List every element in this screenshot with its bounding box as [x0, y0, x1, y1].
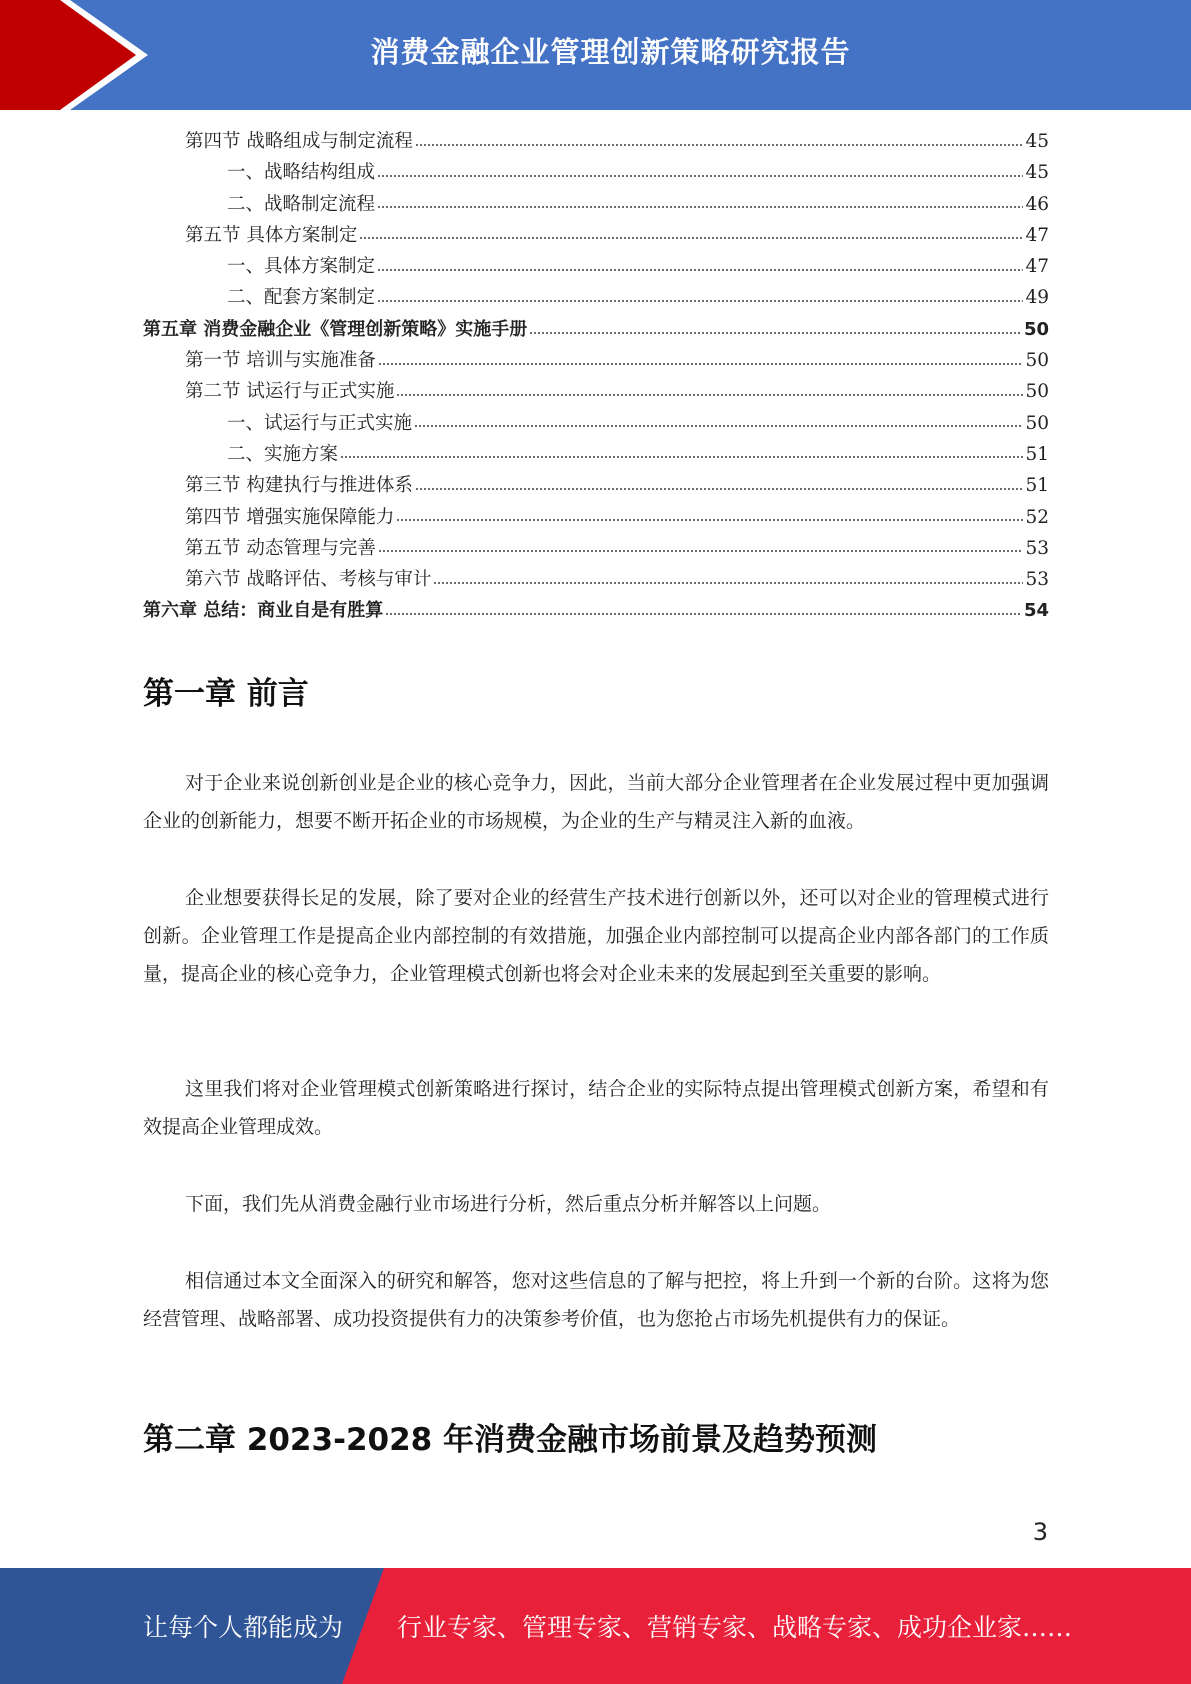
toc-entry[interactable]: [143, 439, 1049, 470]
toc-entry-label: 二、实施方案: [227, 443, 339, 465]
toc-leader-dots: [415, 473, 1024, 492]
toc-entry-label: 第四节 增强实施保障能力: [185, 506, 395, 528]
toc-leader-dots: [529, 317, 1022, 335]
footer-slogan-left: 让每个人都能成为: [143, 1613, 344, 1642]
toc-leader-dots: [378, 348, 1024, 367]
toc-entry[interactable]: [143, 470, 1049, 501]
chapter-1-heading: 第一章 前言: [143, 676, 309, 712]
toc-leader-dots: [359, 222, 1023, 241]
toc-entry[interactable]: [143, 408, 1049, 439]
toc-entry[interactable]: [143, 533, 1049, 564]
toc-entry-page: 47: [1025, 224, 1049, 246]
page-number: 3: [1032, 1518, 1048, 1546]
toc-leader-dots: [377, 160, 1023, 179]
toc-entry-page: 45: [1025, 131, 1049, 152]
toc-entry-label: 二、配套方案制定: [227, 287, 376, 309]
toc-leader-dots: [415, 129, 1024, 148]
toc-entry-label: 第五节 动态管理与完善: [185, 537, 376, 559]
toc-entry-label: 第六节 战略评估、考核与审计: [185, 569, 432, 591]
toc-entry[interactable]: [143, 220, 1049, 251]
toc-entry-label: 一、具体方案制定: [227, 256, 376, 278]
chapter-1-paragraph-5: 相信通过本文全面深入的研究和解答，您对这些信息的了解与把控，将上升到一个新的台阶。这将为您经营管理、战略部署、成功投资提供有力的决策参考价值，也为您抢占市场先机提供有力的保证。: [143, 1270, 1049, 1330]
table-of-contents: [143, 126, 1049, 627]
chapter-1-paragraph-4: 下面，我们先从消费金融行业市场进行分析，然后重点分析并解答以上问题。: [185, 1193, 832, 1215]
toc-entry-page: 50: [1023, 318, 1049, 340]
toc-entry-label: 一、战略结构组成: [227, 162, 376, 184]
page-header: [0, 0, 1191, 110]
chapter-2-heading: 第二章 2023-2028 年消费金融市场前景及趋势预测: [143, 1422, 878, 1458]
header-title: 消费金融企业管理创新策略研究报告: [370, 34, 851, 69]
toc-entry-page: 46: [1025, 193, 1049, 215]
toc-leader-dots: [396, 504, 1023, 523]
toc-entry-label: 第三节 构建执行与推进体系: [185, 475, 413, 497]
toc-entry-page: 51: [1025, 443, 1049, 465]
toc-leader-dots: [377, 254, 1023, 273]
toc-entry[interactable]: [143, 189, 1049, 220]
toc-entry[interactable]: [143, 314, 1049, 345]
toc-leader-dots: [396, 379, 1023, 398]
toc-entry[interactable]: [143, 282, 1049, 313]
chapter-1-paragraph-2: 企业想要获得长足的发展，除了要对企业的经营生产技术进行创新以外，还可以对企业的管理模式进行创新。企业管理工作是提高企业内部控制的有效措施，加强企业内部控制可以提高企业内部各部门的工作质量，提高企业的核心竞争力，企业管理模式创新也将会对企业未来的发展起到至关重要的影响。: [143, 887, 1049, 985]
toc-entry-page: 51: [1025, 475, 1049, 497]
toc-leader-dots: [433, 567, 1023, 586]
chapter-1-paragraph-3: 这里我们将对企业管理模式创新策略进行探讨，结合企业的实际特点提出管理模式创新方案，希望和有效提高企业管理成效。: [143, 1078, 1049, 1138]
toc-entry-label: 第六章 总结：商业自是有胜算: [143, 600, 384, 622]
toc-entry[interactable]: [143, 126, 1049, 157]
toc-leader-dots: [385, 598, 1022, 616]
toc-leader-dots: [340, 441, 1023, 460]
toc-entry-page: 45: [1025, 162, 1049, 184]
toc-entry-page: 52: [1025, 506, 1049, 528]
toc-entry[interactable]: [143, 345, 1049, 376]
toc-entry-label: 第五章 消费金融企业《管理创新策略》实施手册: [143, 318, 528, 340]
toc-leader-dots: [377, 191, 1023, 210]
toc-entry-page: 53: [1025, 569, 1049, 591]
toc-entry-label: 第二节 试运行与正式实施: [185, 381, 395, 403]
toc-entry-page: 47: [1025, 256, 1049, 278]
toc-entry[interactable]: [143, 251, 1049, 282]
toc-entry[interactable]: [143, 564, 1049, 595]
footer-slogan-right: 行业专家、管理专家、营销专家、战略专家、成功企业家……: [397, 1613, 1073, 1642]
toc-entry-label: 二、战略制定流程: [227, 193, 376, 215]
toc-entry-page: 49: [1025, 287, 1049, 309]
toc-entry[interactable]: [143, 157, 1049, 188]
toc-leader-dots: [377, 285, 1023, 304]
toc-entry[interactable]: [143, 502, 1049, 533]
toc-entry-label: 一、试运行与正式实施: [227, 412, 413, 434]
toc-entry-label: 第一节 培训与实施准备: [185, 350, 376, 372]
toc-leader-dots: [414, 410, 1023, 429]
toc-entry-page: 54: [1023, 600, 1049, 622]
toc-entry-label: 第五节 具体方案制定: [185, 224, 358, 246]
toc-leader-dots: [378, 535, 1024, 554]
toc-entry-label: 第四节 战略组成与制定流程: [185, 131, 413, 152]
toc-entry-page: 50: [1025, 412, 1049, 434]
toc-entry[interactable]: [143, 595, 1049, 626]
page-footer: [0, 1568, 1191, 1684]
toc-entry[interactable]: [143, 376, 1049, 407]
toc-entry-page: 50: [1025, 381, 1049, 403]
toc-entry-page: 50: [1025, 350, 1049, 372]
toc-entry-page: 53: [1025, 537, 1049, 559]
chapter-1-paragraph-1: 对于企业来说创新创业是企业的核心竞争力，因此，当前大部分企业管理者在企业发展过程中更加强调企业的创新能力，想要不断开拓企业的市场规模，为企业的生产与精灵注入新的血液。: [143, 772, 1049, 832]
